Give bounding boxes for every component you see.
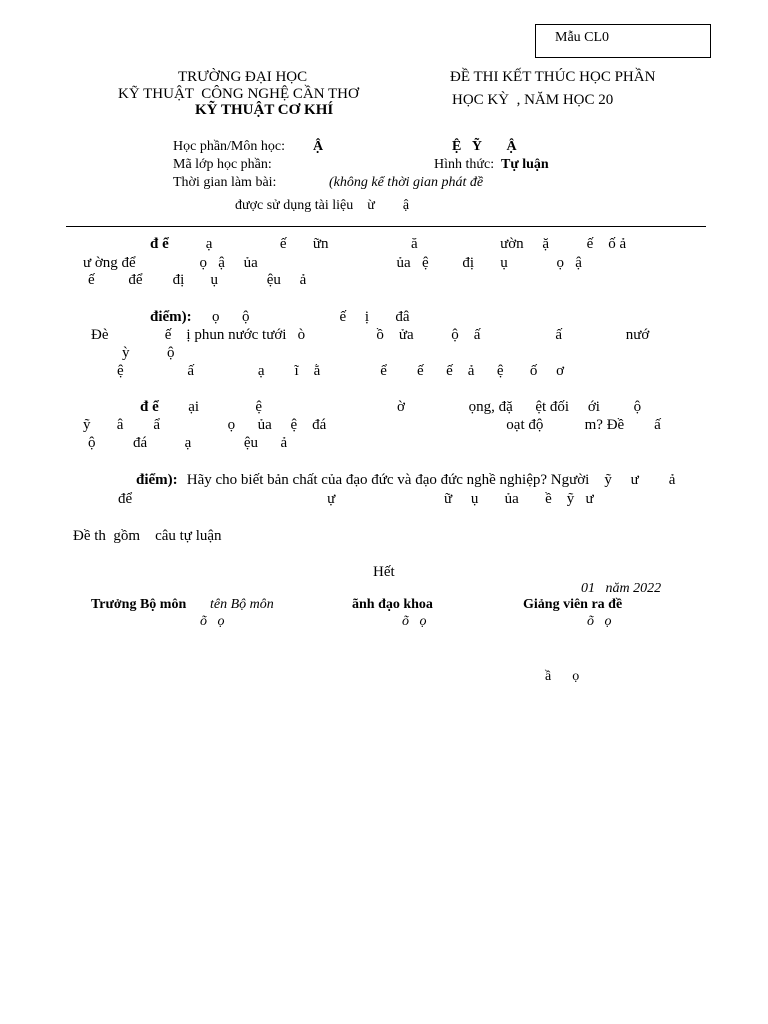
- end-marker: Hết: [373, 564, 395, 580]
- question-3-head-rest: ại ệ ờ ọng, đặ ệt đối ới ộ: [162, 399, 642, 415]
- question-2-line-1: Đè ế ị phun nước tưới ò ồ ửa ộ ấ ấ nướ: [91, 327, 650, 343]
- form-code: Mẫu CL0: [555, 30, 610, 45]
- head-of-department-label: Trưởng Bộ môn: [91, 597, 187, 612]
- signature-note-1: õ ọ: [200, 614, 225, 629]
- exam-format-label: Hình thức:: [434, 157, 495, 172]
- faculty-name: KỸ THUẬT CƠ KHÍ: [195, 102, 334, 118]
- class-code-label: Mã lớp học phần:: [173, 157, 272, 172]
- university-name-line2: KỸ THUẬT CÔNG NGHỆ CẦN THƠ: [118, 86, 359, 102]
- question-3-line-1: ỹ â ẩ ọ ủa ệ đá oạt độ m? Đề ấ: [83, 417, 661, 433]
- course-label: Học phần/Môn học:: [173, 139, 285, 154]
- question-2-line-3: ệ ấ ạ ĩ ằ ể ế ế ả ệ ố ơ: [117, 363, 565, 379]
- question-2-line-2: ỳ ộ: [122, 345, 175, 361]
- materials-note: được sử dụng tài liệu ừ ậ: [235, 198, 410, 213]
- header-divider: [66, 226, 706, 227]
- department-name-placeholder: tên Bộ môn: [210, 597, 274, 612]
- question-1-line-1: ư ờng để ọ ậ ủa ủa ệ đị ụ ọ ậ: [83, 255, 582, 271]
- lecturer-label: Giảng viên ra đề: [523, 597, 623, 612]
- university-name: TRƯỜNG ĐẠI HỌC: [178, 69, 308, 85]
- signature-note-3: õ ọ: [587, 614, 612, 629]
- course-value-b: Ệ Ỹ Ậ: [452, 139, 517, 154]
- question-2-head-rest: ọ ộ ế ị đâ: [197, 309, 410, 325]
- signature-note-2: õ ọ: [402, 614, 427, 629]
- question-1-line-2: ế để đị ụ ệu ả: [88, 272, 307, 288]
- question-count-note: Đề th gồm câu tự luận: [73, 528, 222, 544]
- question-1-head: đ ể: [150, 236, 169, 252]
- time-label: Thời gian làm bài:: [173, 175, 277, 190]
- lecturer-name: ầ ọ: [545, 669, 580, 684]
- semester-line: HỌC KỲ , NĂM HỌC 20: [452, 92, 614, 108]
- question-4-head: điểm):: [136, 472, 178, 488]
- question-3-line-2: ộ đá ạ ệu ả: [88, 435, 288, 451]
- exam-format-value: Tự luận: [501, 157, 549, 172]
- date-line: 01 năm 2022: [581, 581, 662, 596]
- question-4-head-rest: Hãy cho biết bản chất của đạo đức và đạo đức nghề nghiệp? Người ỹ ư ả: [183, 472, 676, 488]
- faculty-leader-label: ãnh đạo khoa: [352, 597, 433, 612]
- exam-title: ĐỀ THI KẾT THÚC HỌC PHẦN: [450, 69, 656, 85]
- time-note: (không kể thời gian phát đề: [329, 175, 484, 190]
- question-4-line-1: để ự ữ ụ ủa ề ỹ ư: [118, 491, 594, 507]
- question-2-head: điểm):: [150, 309, 192, 325]
- course-value-a: Ậ: [313, 139, 324, 154]
- question-1-head-rest: ạ ế ữn ă ườn ặ ế ố ả: [172, 236, 627, 252]
- question-3-head: đ ể: [140, 399, 159, 415]
